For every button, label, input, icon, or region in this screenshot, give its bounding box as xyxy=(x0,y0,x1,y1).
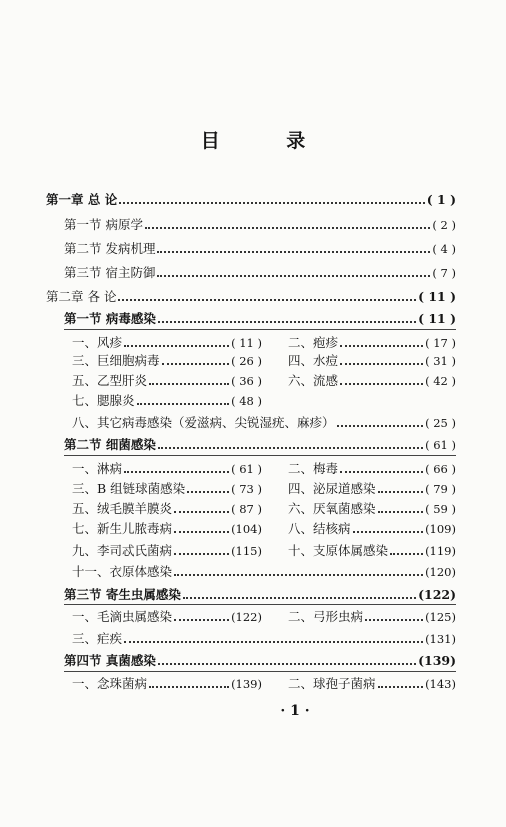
toc-entry-item xyxy=(72,630,456,648)
toc-page-number: (109) xyxy=(425,522,456,536)
toc-leader xyxy=(174,511,229,513)
toc-page-number: (131) xyxy=(425,632,456,646)
toc-entry-section-1-3 xyxy=(64,264,456,282)
toc-page-number: ( 26 ) xyxy=(231,354,262,368)
toc-entry-item xyxy=(288,334,456,352)
toc-label: 第一节 病毒感染 xyxy=(64,311,156,326)
toc-entry-section-2-4 xyxy=(64,652,456,670)
toc-page-number: ( 87 ) xyxy=(231,502,262,516)
toc-page-number: ( 11 ) xyxy=(418,289,456,304)
toc-entry-chapter-1 xyxy=(46,191,456,209)
toc-leader xyxy=(340,363,423,365)
toc-leader xyxy=(365,619,423,621)
toc-entry-item xyxy=(72,414,456,432)
toc-label: 五、乙型肝炎 xyxy=(72,373,148,388)
toc-label: 第一章 总 论 xyxy=(46,192,118,207)
toc-entry-item xyxy=(288,520,456,538)
toc-label: 十一、衣原体感染 xyxy=(72,564,173,579)
toc-leader xyxy=(158,321,416,323)
toc-label: 四、水痘 xyxy=(288,353,339,368)
toc-entry-item xyxy=(72,608,262,626)
toc-page-number: ( 11 ) xyxy=(418,311,456,326)
toc-label: 第二节 发病机理 xyxy=(64,241,156,256)
toc-page-number: ( 4 ) xyxy=(432,242,456,256)
toc-page-number: ( 1 ) xyxy=(426,192,456,207)
toc-label: 十、支原体属感染 xyxy=(288,543,389,558)
toc-label: 第一节 病原学 xyxy=(64,217,143,232)
toc-label: 第二章 各 论 xyxy=(46,289,117,304)
toc-entry-item xyxy=(288,460,456,478)
toc-page-number: ( 48 ) xyxy=(231,394,262,408)
toc-entry-section-2-2 xyxy=(64,436,456,454)
toc-entry-section-1-2 xyxy=(64,240,456,258)
toc-leader xyxy=(378,511,424,513)
toc-leader xyxy=(158,663,416,665)
toc-leader xyxy=(337,425,424,427)
toc-label: 一、毛滴虫属感染 xyxy=(72,609,173,624)
toc-leader xyxy=(162,363,230,365)
toc-leader xyxy=(390,553,423,555)
toc-leader xyxy=(157,275,430,277)
toc-entry-item xyxy=(288,372,456,390)
toc-page-number: ( 59 ) xyxy=(425,502,456,516)
toc-label: 八、其它病毒感染（爱滋病、尖锐湿疣、麻疹） xyxy=(72,415,335,430)
toc-leader xyxy=(124,471,229,473)
toc-leader xyxy=(340,383,423,385)
toc-entry-item xyxy=(72,675,262,693)
toc-leader xyxy=(149,383,229,385)
toc-page-number: ( 25 ) xyxy=(425,416,456,430)
toc-entry-item xyxy=(288,480,456,498)
toc-page-number: (139) xyxy=(231,677,262,691)
toc-page-number: ( 79 ) xyxy=(425,482,456,496)
toc-leader xyxy=(378,491,424,493)
toc-page-number: (125) xyxy=(425,610,456,624)
toc-entry-item xyxy=(288,542,456,560)
toc-label: 四、泌尿道感染 xyxy=(288,481,376,496)
toc-leader xyxy=(187,491,229,493)
toc-page-number: ( 61 ) xyxy=(231,462,262,476)
toc-leader xyxy=(158,447,423,449)
toc-page-number: (143) xyxy=(425,677,456,691)
toc-entry-item xyxy=(72,392,262,410)
toc-leader xyxy=(340,345,423,347)
toc-label: 三、巨细胞病毒 xyxy=(72,353,160,368)
toc-page-number: ( 36 ) xyxy=(231,374,262,388)
section-divider xyxy=(64,455,456,456)
toc-entry-item xyxy=(288,500,456,518)
toc-entry-chapter-2 xyxy=(46,288,456,306)
toc-leader xyxy=(157,251,430,253)
toc-leader xyxy=(174,553,229,555)
toc-leader xyxy=(378,686,424,688)
toc-entry-item xyxy=(72,563,456,581)
toc-leader xyxy=(119,202,425,204)
toc-entry-item xyxy=(288,608,456,626)
toc-leader xyxy=(137,403,230,405)
toc-label: 八、结核病 xyxy=(288,521,351,536)
toc-label: 九、李司忒氏菌病 xyxy=(72,543,173,558)
page-number-footer: · 1 · xyxy=(280,703,310,719)
toc-page-number: ( 73 ) xyxy=(231,482,262,496)
toc-label: 三、B 组链球菌感染 xyxy=(72,481,186,496)
toc-page-number: ( 17 ) xyxy=(425,336,456,350)
toc-page-number: ( 11 ) xyxy=(231,336,262,350)
toc-page-number: ( 61 ) xyxy=(425,438,456,452)
toc-label: 五、绒毛膜羊膜炎 xyxy=(72,501,173,516)
toc-label: 七、腮腺炎 xyxy=(72,393,135,408)
toc-leader xyxy=(145,227,430,229)
toc-label: 一、风疹 xyxy=(72,335,123,350)
toc-entry-item xyxy=(72,352,262,370)
toc-label: 一、淋病 xyxy=(72,461,123,476)
toc-entry-item xyxy=(72,520,262,538)
toc-page-number: ( 2 ) xyxy=(432,218,456,232)
toc-page-number: (119) xyxy=(425,544,456,558)
toc-label: 六、厌氧菌感染 xyxy=(288,501,376,516)
toc-entry-item xyxy=(288,675,456,693)
section-divider xyxy=(64,671,456,672)
toc-label: 第四节 真菌感染 xyxy=(64,653,156,668)
toc-page-number: (120) xyxy=(425,565,456,579)
toc-leader xyxy=(340,471,423,473)
toc-label: 第三节 寄生虫属感染 xyxy=(64,587,181,602)
toc-entry-item xyxy=(72,500,262,518)
toc-page-number: (104) xyxy=(231,522,262,536)
toc-leader xyxy=(124,345,229,347)
toc-leader xyxy=(124,641,423,643)
toc-entry-section-2-1 xyxy=(64,310,456,328)
toc-leader xyxy=(353,531,424,533)
toc-page-number: ( 7 ) xyxy=(432,266,456,280)
toc-entry-item xyxy=(288,352,456,370)
toc-label: 第二节 细菌感染 xyxy=(64,437,156,452)
toc-page-number: (122) xyxy=(231,610,262,624)
toc-leader xyxy=(118,299,416,301)
toc-page-number: (122) xyxy=(418,587,456,602)
toc-page-number: (139) xyxy=(418,653,456,668)
toc-leader xyxy=(149,686,229,688)
toc-leader xyxy=(174,619,229,621)
toc-label: 二、疱疹 xyxy=(288,335,339,350)
toc-page-number: ( 42 ) xyxy=(425,374,456,388)
toc-entry-item xyxy=(72,480,262,498)
toc-label: 三、疟疾 xyxy=(72,631,123,646)
page-title: 目 录 xyxy=(200,130,336,152)
toc-entry-item xyxy=(72,372,262,390)
toc-page-number: (115) xyxy=(231,544,262,558)
toc-leader xyxy=(174,574,423,576)
toc-label: 二、球孢子菌病 xyxy=(288,676,376,691)
section-divider xyxy=(64,604,456,605)
toc-label: 七、新生儿脓毒病 xyxy=(72,521,173,536)
toc-entry-section-1-1 xyxy=(64,216,456,234)
toc-label: 六、流感 xyxy=(288,373,339,388)
toc-label: 二、梅毒 xyxy=(288,461,339,476)
toc-label: 二、弓形虫病 xyxy=(288,609,364,624)
toc-entry-item xyxy=(72,542,262,560)
toc-leader xyxy=(183,597,416,599)
toc-label: 第三节 宿主防御 xyxy=(64,265,156,280)
toc-entry-item xyxy=(72,334,262,352)
toc-page-number: ( 66 ) xyxy=(425,462,456,476)
section-divider xyxy=(64,329,456,330)
toc-entry-item xyxy=(72,460,262,478)
toc-page-number: ( 31 ) xyxy=(425,354,456,368)
toc-label: 一、念珠菌病 xyxy=(72,676,148,691)
toc-leader xyxy=(174,531,229,533)
toc-entry-section-2-3 xyxy=(64,586,456,604)
